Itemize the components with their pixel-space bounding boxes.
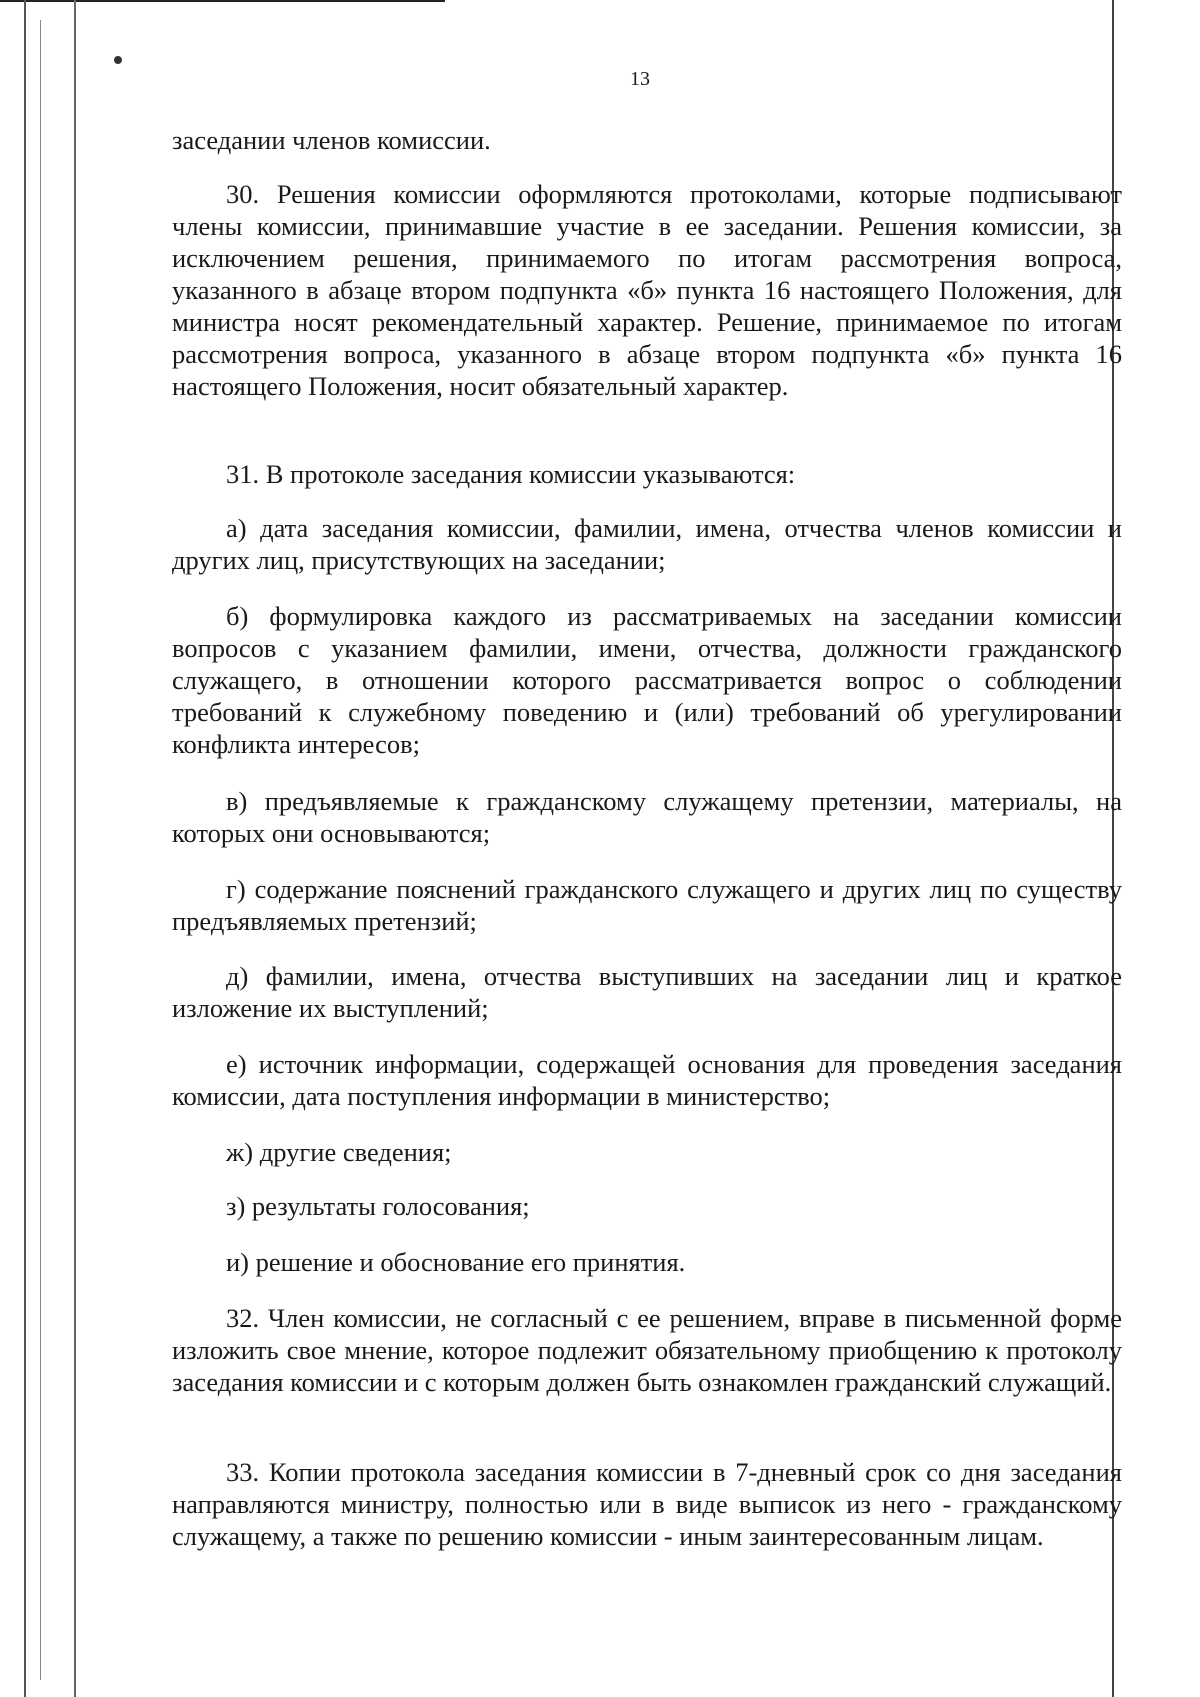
list-item-zh	[172, 1136, 1122, 1168]
paragraph-text: в) предъявляемые к гражданскому служащему претензии, материалы, на которых они основываются;	[172, 786, 1122, 848]
scan-left-line-2	[40, 20, 41, 1680]
paragraph-continuation	[172, 124, 1122, 156]
page-number: 13	[630, 68, 650, 90]
paragraph-text: б) формулировка каждого из рассматриваемых на заседании комиссии вопросов с указанием фамилии, имени, отчества, должности гражданского служащего, в отношении которого рассматривается вопрос о соблюдении требований к служебному поведению и (или) требований об урегулировании конфликта интересов;	[172, 601, 1122, 759]
paragraph-text: 33. Копии протокола заседания комиссии в 7-дневный срок со дня заседания направляются министру, полностью или в виде выписок из него - гражданскому служащему, а также по решению комиссии - иным заинтересованным лицам.	[172, 1457, 1122, 1551]
paragraph-text: з) результаты голосования;	[226, 1191, 530, 1221]
paragraph-33	[172, 1456, 1122, 1552]
scan-left-line	[24, 0, 26, 1697]
scan-left-line-3	[74, 0, 76, 1697]
paragraph-text: 32. Член комиссии, не согласный с ее решением, вправе в письменной форме изложить свое мнение, которое подлежит обязательному приобщению к протоколу заседания комиссии и с которым должен быть ознакомлен гражданский служащий.	[172, 1303, 1122, 1397]
paragraph-text: д) фамилии, имена, отчества выступивших на заседании лиц и краткое изложение их выступлений;	[172, 961, 1122, 1023]
paragraph-text: г) содержание пояснений гражданского служащего и других лиц по существу предъявляемых претензий;	[172, 874, 1122, 936]
paragraph-text: а) дата заседания комиссии, фамилии, имена, отчества членов комиссии и других лиц, присутствующих на заседании;	[172, 513, 1122, 575]
paragraph-text: ж) другие сведения;	[226, 1137, 452, 1167]
list-item-v	[172, 785, 1122, 849]
list-item-e	[172, 1048, 1122, 1112]
list-item-b	[172, 600, 1122, 760]
list-item-g	[172, 873, 1122, 937]
scan-dot	[114, 56, 122, 64]
paragraph-32	[172, 1302, 1122, 1398]
paragraph-text: и) решение и обоснование его принятия.	[226, 1247, 686, 1277]
paragraph-30	[172, 178, 1122, 402]
list-item-d	[172, 960, 1122, 1024]
paragraph-31	[172, 458, 1122, 490]
scan-top-rule	[0, 0, 445, 2]
paragraph-text: 30. Решения комиссии оформляются протоколами, которые подписывают члены комиссии, принимавшие участие в ее заседании. Решения комиссии, за исключением решения, принимаемого по итогам рассмотрения вопроса, указанного в абзаце втором подпункта «б» пункта 16 настоящего Положения, для министра носят рекомендательный характер. Решение, принимаемое по итогам рассмотрения вопроса, указанного в абзаце втором подпункта «б» пункта 16 настоящего Положения, носит обязательный характер.	[172, 179, 1122, 401]
paragraph-text: заседании членов комиссии.	[172, 125, 491, 155]
list-item-z	[172, 1190, 1122, 1222]
list-item-a	[172, 512, 1122, 576]
paragraph-text: 31. В протоколе заседания комиссии указываются:	[226, 459, 796, 489]
paragraph-text: е) источник информации, содержащей основания для проведения заседания комиссии, дата поступления информации в министерство;	[172, 1049, 1122, 1111]
list-item-i	[172, 1246, 1122, 1278]
